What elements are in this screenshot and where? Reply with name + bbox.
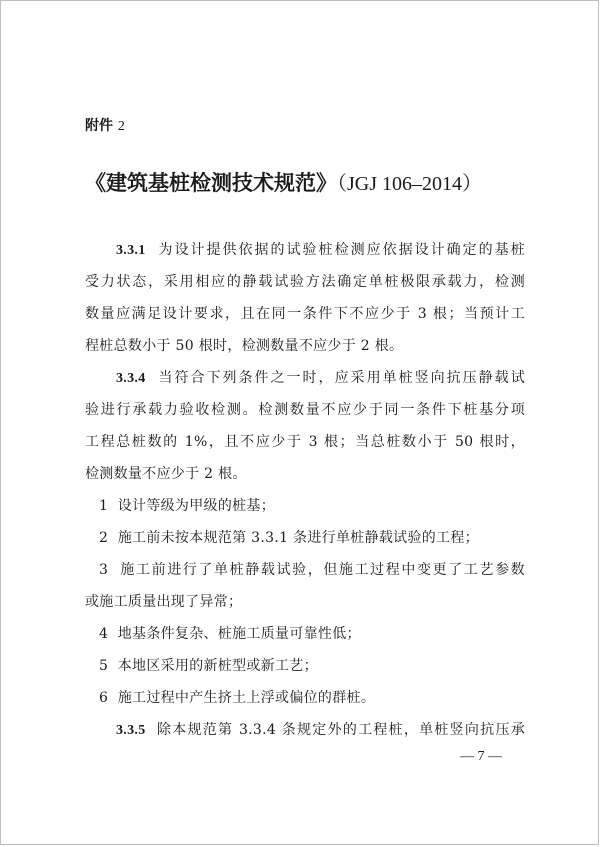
- clause-number: 3.3.5: [116, 723, 146, 738]
- clause-3-3-1-line-4: 程桩总数小于 50 根时，检测数量不应少于 2 根。: [85, 338, 404, 354]
- clause-3-3-1-line-3: 数量应满足设计要求，且在同一条件下不应少于 3 根；当预计工: [85, 306, 525, 322]
- list-item-6: 6 施工过程中产生挤土上浮或偏位的群桩。: [99, 690, 376, 706]
- clause-number: 3.3.1: [116, 243, 146, 258]
- list-item-5: 5 本地区采用的新桩型或新工艺；: [99, 658, 318, 674]
- title-text: 《建筑基桩检测技术规范》: [85, 171, 337, 195]
- list-item-3-line-1: 3 施工前进行了单桩静载试验，但施工过程中变更了工艺参数: [99, 562, 525, 578]
- clause-number: 3.3.4: [116, 371, 146, 386]
- clause-3-3-4-line-3: 工程总桩数的 1%，且不应少于 3 根；当总桩数小于 50 根时，: [85, 434, 525, 450]
- clause-3-3-4-line-4: 检测数量不应少于 2 根。: [85, 466, 247, 482]
- page-number: — 7 —: [460, 749, 502, 764]
- attachment-label: [85, 115, 125, 135]
- clause-3-3-1-line-2: 受力状态，采用相应的静载试验方法确定单桩极限承载力，检测: [85, 274, 525, 290]
- list-item-2: 2 施工前未按本规范第 3.3.1 条进行单桩静载试验的工程；: [99, 530, 479, 546]
- clause-3-3-4-line-1: 3.3.4 当符合下列条件之一时，应采用单桩竖向抗压静载试: [116, 370, 525, 386]
- list-item-3-line-2: 或施工质量出现了异常；: [85, 594, 243, 610]
- clause-3-3-1-line-1: 3.3.1 为设计提供依据的试验桩检测应依据设计确定的基桩: [116, 242, 525, 258]
- clause-3-3-5-line-1: 3.3.5 除本规范第 3.3.4 条规定外的工程桩，单桩竖向抗压承: [116, 722, 525, 738]
- list-item-4: 4 地基条件复杂、桩施工质量可靠性低；: [99, 626, 361, 642]
- standard-code: （JGJ 106–2014）: [337, 173, 483, 195]
- document-title: [85, 167, 525, 197]
- attachment-number: 2: [117, 119, 125, 134]
- clause-3-3-4-line-2: 验进行承载力验收检测。检测数量不应少于同一条件下桩基分项: [85, 402, 525, 418]
- list-item-1: 1 设计等级为甲级的桩基；: [99, 498, 276, 514]
- attachment-word: 附件: [85, 118, 113, 134]
